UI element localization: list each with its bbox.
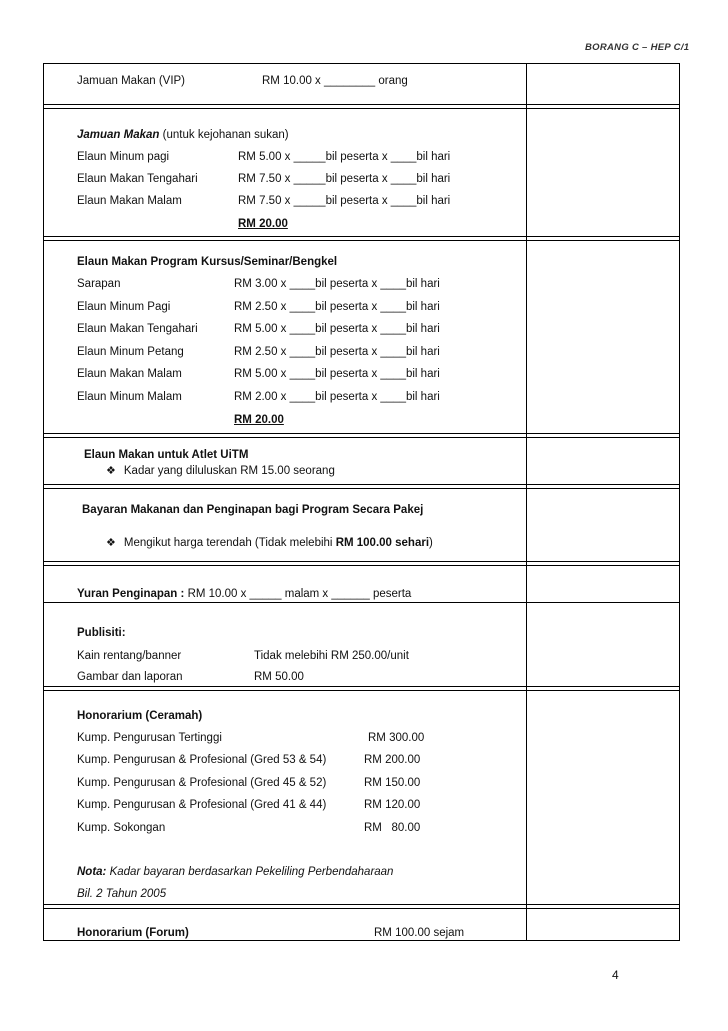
nota-text: Kadar bayaran berdasarkan Pekeliling Perbendaharaan	[109, 866, 394, 878]
honorarium-title: Honorarium (Ceramah)	[77, 710, 203, 722]
sukan-label-0: Elaun Minum pagi	[77, 151, 170, 163]
kursus-label-4: Elaun Makan Malam	[77, 368, 182, 380]
atlet-title: Elaun Makan untuk Atlet UiTM	[84, 449, 249, 461]
document-header: BORANG C – HEP C/1	[585, 42, 690, 53]
atlet-bullet-text: Kadar yang diluluskan RM 15.00 seorang	[123, 465, 335, 477]
row-divider	[44, 104, 679, 109]
nota-line-2: Bil. 2 Tahun 2005	[77, 888, 167, 900]
kursus-rate-3: RM 2.50 x ____bil peserta x ____bil hari	[234, 346, 440, 358]
yuran-label: Yuran Penginapan :	[77, 588, 185, 600]
vip-row	[77, 75, 185, 87]
honorarium-label-2: Kump. Pengurusan & Profesional (Gred 45 & 52)	[77, 777, 327, 789]
publisiti-label-1: Gambar dan laporan	[77, 671, 183, 683]
sukan-rate-0: RM 5.00 x _____bil peserta x ____bil hari	[238, 151, 451, 163]
honorarium-rate-4: RM 80.00	[364, 822, 421, 834]
vip-rate: RM 10.00 x ________ orang	[262, 75, 408, 87]
diamond-bullet-icon: ❖	[106, 537, 116, 549]
sukan-rate-1: RM 7.50 x _____bil peserta x ____bil hari	[238, 173, 451, 185]
publisiti-rate-1: RM 50.00	[254, 671, 304, 683]
allowance-table	[43, 63, 680, 941]
pakej-bullet-text: Mengikut harga terendah (Tidak melebihi	[123, 537, 336, 549]
pakej-bullet	[106, 536, 433, 549]
honorarium-rate-2: RM 150.00	[364, 777, 421, 789]
honorarium-label-3: Kump. Pengurusan & Profesional (Gred 41 & 44)	[77, 799, 327, 811]
sukan-rate-2: RM 7.50 x _____bil peserta x ____bil hari	[238, 195, 451, 207]
row-divider	[44, 236, 679, 241]
row-divider	[44, 602, 679, 603]
pakej-bullet-bold: RM 100.00 sehari	[335, 537, 430, 549]
atlet-bullet	[106, 464, 335, 477]
publisiti-rate-0: Tidak melebihi RM 250.00/unit	[254, 650, 409, 662]
diamond-bullet-icon: ❖	[106, 465, 116, 477]
kursus-rate-0: RM 3.00 x ____bil peserta x ____bil hari	[234, 278, 440, 290]
row-divider	[44, 484, 679, 489]
kursus-rate-5: RM 2.00 x ____bil peserta x ____bil hari	[234, 391, 440, 403]
row-divider	[44, 686, 679, 691]
vip-label: Jamuan Makan (VIP)	[77, 75, 186, 87]
kursus-title: Elaun Makan Program Kursus/Seminar/Bengkel	[77, 256, 338, 268]
sukan-title-bold: Jamuan Makan	[77, 129, 160, 141]
sukan-title	[77, 129, 289, 141]
sukan-total: RM 20.00	[238, 218, 288, 230]
kursus-label-2: Elaun Makan Tengahari	[77, 323, 198, 335]
sukan-label-1: Elaun Makan Tengahari	[77, 173, 198, 185]
honorarium-label-0: Kump. Pengurusan Tertinggi	[77, 732, 222, 744]
yuran-rate: RM 10.00 x _____ malam x ______ peserta	[187, 588, 412, 600]
publisiti-label-0: Kain rentang/banner	[77, 650, 182, 662]
forum-rate: RM 100.00 sejam	[374, 927, 465, 939]
kursus-rate-4: RM 5.00 x ____bil peserta x ____bil hari	[234, 368, 440, 380]
kursus-rate-2: RM 5.00 x ____bil peserta x ____bil hari	[234, 323, 440, 335]
kursus-total: RM 20.00	[234, 414, 284, 426]
honorarium-rate-3: RM 120.00	[364, 799, 421, 811]
sukan-label-2: Elaun Makan Malam	[77, 195, 182, 207]
kursus-rate-1: RM 2.50 x ____bil peserta x ____bil hari	[234, 301, 440, 313]
kursus-label-3: Elaun Minum Petang	[77, 346, 184, 358]
honorarium-label-1: Kump. Pengurusan & Profesional (Gred 53 & 54)	[77, 754, 327, 766]
row-divider	[44, 904, 679, 909]
row-divider	[44, 561, 679, 566]
page-number: 4	[612, 968, 619, 982]
honorarium-label-4: Kump. Sokongan	[77, 822, 166, 834]
honorarium-rate-0: RM 300.00	[368, 732, 425, 744]
publisiti-title: Publisiti:	[77, 627, 126, 639]
kursus-label-0: Sarapan	[77, 278, 121, 290]
column-divider	[526, 64, 527, 940]
yuran-row	[77, 588, 411, 600]
kursus-label-1: Elaun Minum Pagi	[77, 301, 171, 313]
pakej-bullet-end: )	[429, 537, 433, 549]
sukan-title-rest: (untuk kejohanan sukan)	[162, 129, 289, 141]
pakej-title: Bayaran Makanan dan Penginapan bagi Program Secara Pakej	[82, 504, 424, 516]
row-divider	[44, 433, 679, 438]
nota-line-1	[77, 866, 393, 878]
nota-bold: Nota:	[77, 866, 107, 878]
forum-label: Honorarium (Forum)	[77, 927, 189, 939]
kursus-label-5: Elaun Minum Malam	[77, 391, 182, 403]
honorarium-rate-1: RM 200.00	[364, 754, 421, 766]
